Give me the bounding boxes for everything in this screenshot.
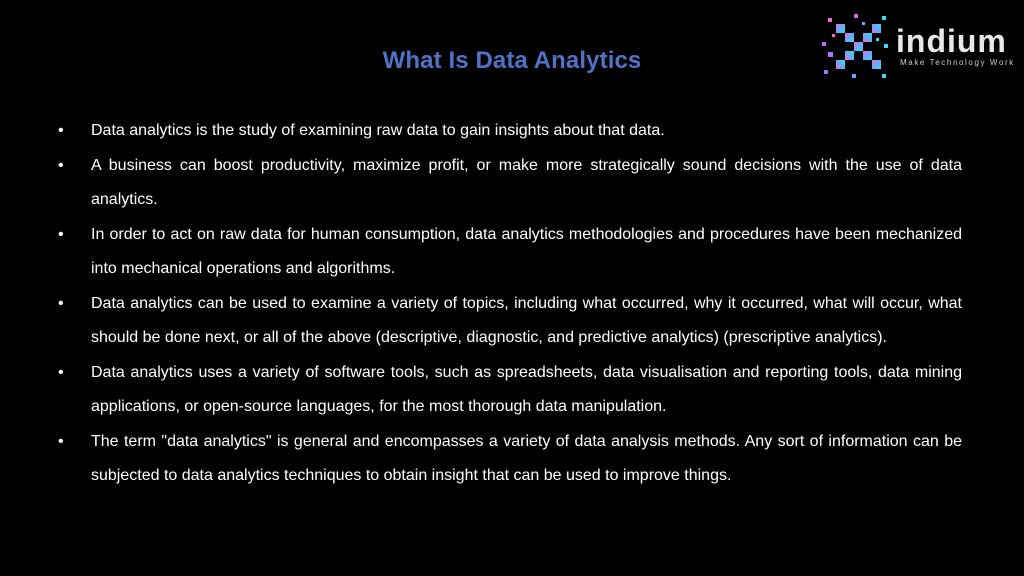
logo-wordmark: indium — [896, 23, 1007, 59]
bullet-list — [58, 114, 962, 494]
bullet-text: Data analytics is the study of examining raw data to gain insights about that data. — [91, 122, 665, 139]
bullet-text: Data analytics uses a variety of software tools, such as spreadsheets, data visualisation and reporting tools, data mining applications, or open-source languages, for the most thorough data manipulation. — [91, 363, 962, 415]
bullet-dot: • — [58, 432, 64, 450]
bullet-item — [58, 356, 962, 425]
bullet-item — [58, 287, 962, 356]
bullet-item — [58, 114, 962, 149]
bullet-item — [58, 425, 962, 494]
bullet-dot: • — [58, 156, 64, 174]
bullet-dot: • — [58, 363, 64, 381]
bullet-text: In order to act on raw data for human consumption, data analytics methodologies and procedures have been mechanized into mechanical operations and algorithms. — [91, 225, 962, 277]
bullet-dot: • — [58, 225, 64, 243]
bullet-dot: • — [58, 294, 64, 312]
bullet-item — [58, 218, 962, 287]
bullet-dot: • — [58, 122, 64, 139]
logo-tagline: Make Technology Work — [900, 58, 1015, 67]
slide-title: What Is Data Analytics — [382, 47, 642, 74]
bullet-item — [58, 149, 962, 218]
bullet-text: A business can boost productivity, maximize profit, or make more strategically sound decisions with the use of data analytics. — [91, 156, 962, 208]
indium-logo — [818, 8, 1018, 86]
bullet-text: The term "data analytics" is general and encompasses a variety of data analysis methods. Any sort of information can be subjected to data analytics techniques to obtain insight that can be used to improve things. — [91, 432, 962, 484]
bullet-text: Data analytics can be used to examine a variety of topics, including what occurred, why it occurred, what will occur, what should be done next, or all of the above (descriptive, diagnostic, and predictive analytics) (prescriptive analytics). — [91, 294, 962, 346]
x-pixel-logo-icon — [818, 8, 894, 84]
